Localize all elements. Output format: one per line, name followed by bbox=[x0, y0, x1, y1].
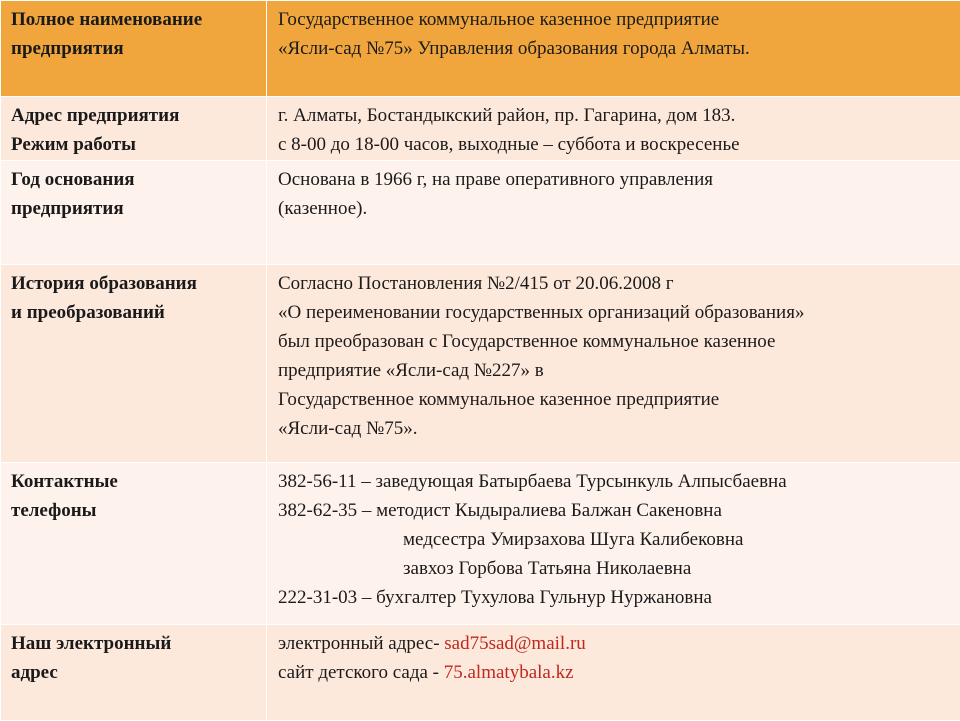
row-email bbox=[1, 625, 960, 721]
row-full-name bbox=[1, 1, 960, 97]
site-link[interactable]: 75.almatybala.kz bbox=[444, 662, 574, 683]
row-address bbox=[1, 97, 960, 161]
label-history: История образования и преобразований bbox=[1, 265, 267, 463]
phone-line: медсестра Умирзахова Шуга Калибековна bbox=[278, 525, 954, 554]
phone-line: 222-31-03 – бухгалтер Тухулова Гульнур Нуржановна bbox=[278, 583, 954, 612]
email-prefix: электронный адрес- bbox=[278, 633, 444, 654]
label-full-name: Полное наименование предприятия bbox=[1, 1, 267, 97]
phone-line: 382-56-11 – заведующая Батырбаева Турсынкуль Алпысбаевна bbox=[278, 467, 954, 496]
row-founded bbox=[1, 161, 960, 265]
value-founded: Основана в 1966 г, на праве оперативного управления (казенное). bbox=[267, 161, 960, 265]
value-address: г. Алматы, Бостандыкский район, пр. Гагарина, дом 183. с 8-00 до 18-00 часов, выходные – суббота и воскресенье bbox=[267, 97, 960, 161]
email-link[interactable]: sad75sad@mail.ru bbox=[444, 633, 586, 654]
site-line bbox=[278, 658, 954, 687]
row-history bbox=[1, 265, 960, 463]
email-line bbox=[278, 629, 954, 658]
label-founded: Год основания предприятия bbox=[1, 161, 267, 265]
value-full-name: Государственное коммунальное казенное предприятие «Ясли-сад №75» Управления образования города Алматы. bbox=[267, 1, 960, 97]
row-phones bbox=[1, 463, 960, 625]
value-email bbox=[267, 625, 960, 721]
phone-line: 382-62-35 – методист Кыдыралиева Балжан Сакеновна bbox=[278, 496, 954, 525]
value-phones bbox=[267, 463, 960, 625]
label-email: Наш электронный адрес bbox=[1, 625, 267, 721]
phone-line: завхоз Горбова Татьяна Николаевна bbox=[278, 554, 954, 583]
site-prefix: сайт детского сада - bbox=[278, 662, 444, 683]
label-address: Адрес предприятия Режим работы bbox=[1, 97, 267, 161]
label-phones: Контактные телефоны bbox=[1, 463, 267, 625]
value-history: Согласно Постановления №2/415 от 20.06.2008 г «О переименовании государственных организаций образования» был преобразован с Государственное коммунальное казенное предприятие «Ясли-сад №227» в Государственное коммунальное казенное предприятие «Ясли-сад №75». bbox=[267, 265, 960, 463]
